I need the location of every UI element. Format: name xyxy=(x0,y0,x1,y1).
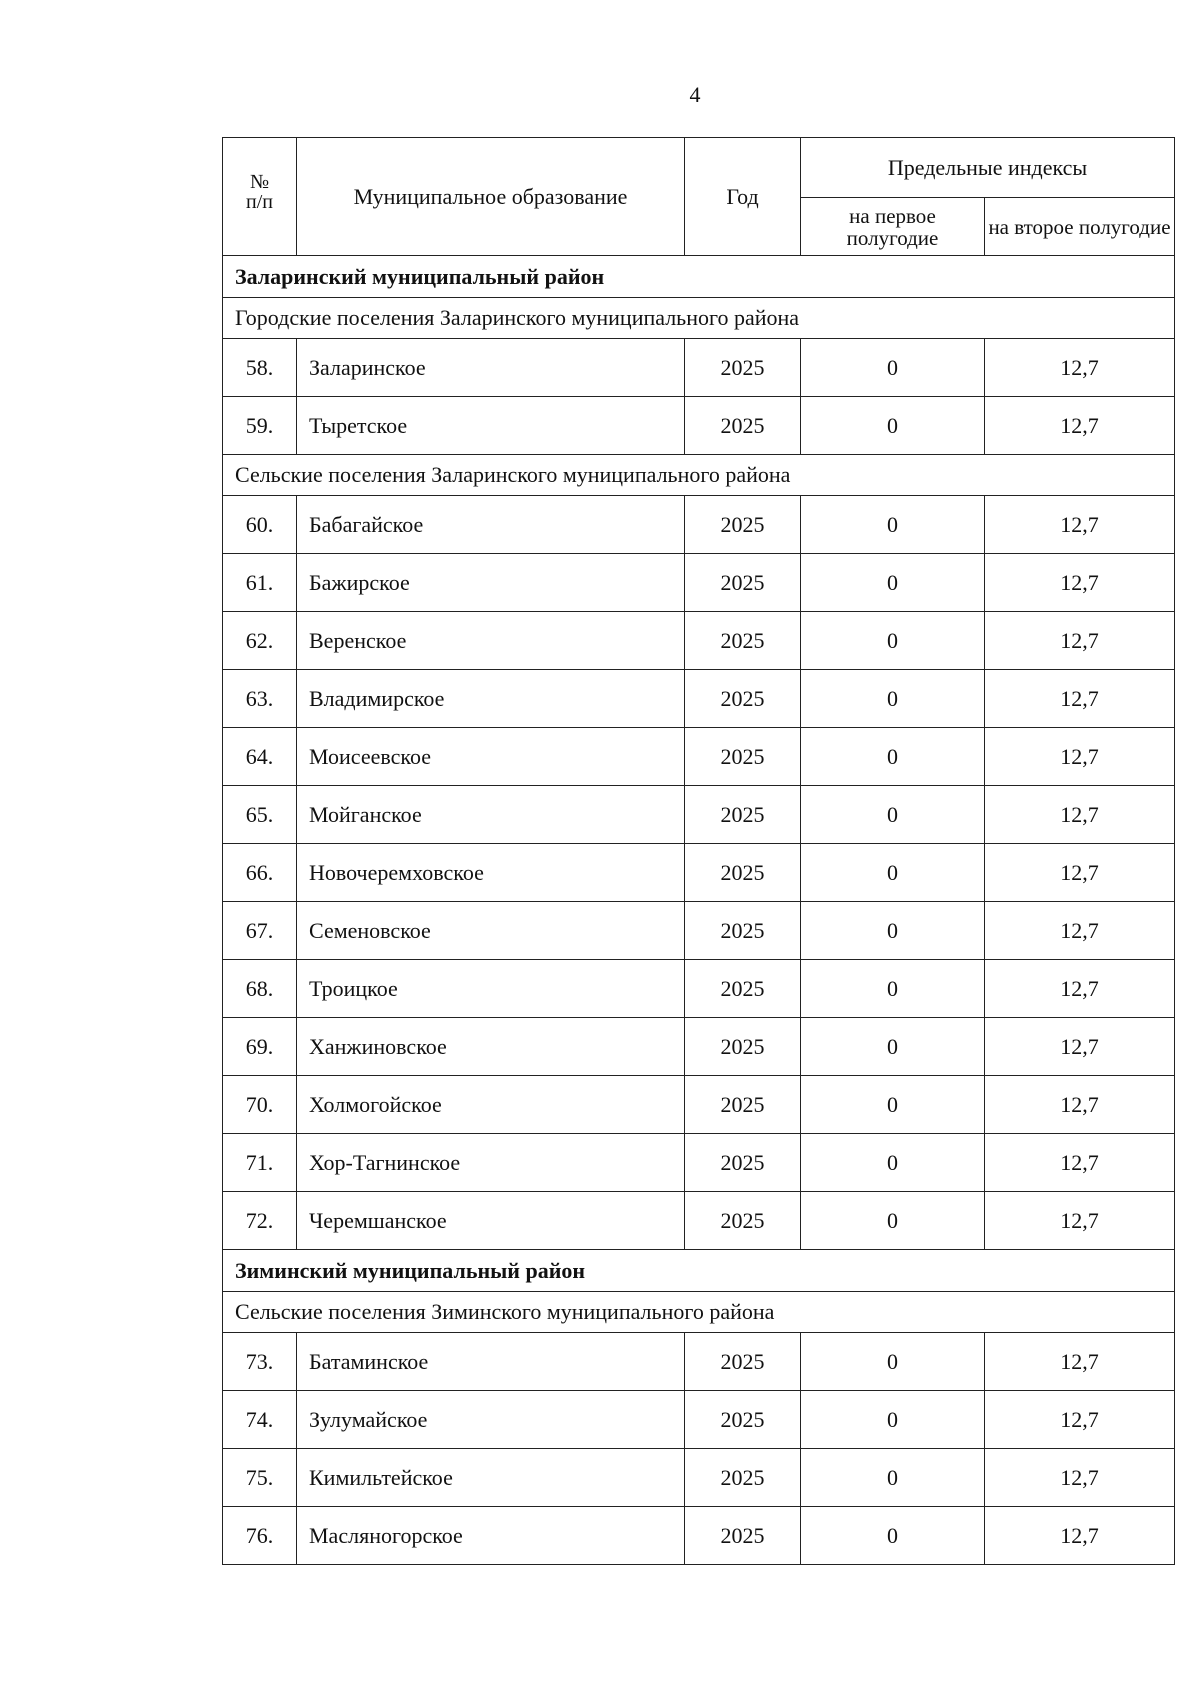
municipality-name: Масляногорское xyxy=(297,1507,685,1565)
first-half-index: 0 xyxy=(801,670,985,728)
second-half-index: 12,7 xyxy=(985,902,1175,960)
row-year: 2025 xyxy=(685,1192,801,1250)
first-half-index: 0 xyxy=(801,612,985,670)
table-row xyxy=(223,339,1175,397)
municipality-name: Кимильтейское xyxy=(297,1449,685,1507)
row-year: 2025 xyxy=(685,397,801,455)
second-half-index: 12,7 xyxy=(985,844,1175,902)
table-row xyxy=(223,1018,1175,1076)
second-half-index: 12,7 xyxy=(985,1449,1175,1507)
second-half-index: 12,7 xyxy=(985,496,1175,554)
second-half-index: 12,7 xyxy=(985,1507,1175,1565)
settlement-group-title: Городские поселения Заларинского муниципального района xyxy=(223,298,1175,339)
row-number: 71. xyxy=(223,1134,297,1192)
row-number: 69. xyxy=(223,1018,297,1076)
municipality-name: Бажирское xyxy=(297,554,685,612)
table-row xyxy=(223,670,1175,728)
row-number: 58. xyxy=(223,339,297,397)
row-year: 2025 xyxy=(685,902,801,960)
second-half-index: 12,7 xyxy=(985,1391,1175,1449)
row-number: 68. xyxy=(223,960,297,1018)
first-half-index: 0 xyxy=(801,728,985,786)
second-half-index: 12,7 xyxy=(985,1134,1175,1192)
table-row xyxy=(223,1507,1175,1565)
first-half-index: 0 xyxy=(801,844,985,902)
table-row xyxy=(223,844,1175,902)
municipality-name: Новочеремховское xyxy=(297,844,685,902)
header-number xyxy=(223,138,297,256)
row-year: 2025 xyxy=(685,1134,801,1192)
district-title: Заларинский муниципальный район xyxy=(223,256,1175,298)
first-half-index: 0 xyxy=(801,1333,985,1391)
row-year: 2025 xyxy=(685,728,801,786)
municipality-name: Троицкое xyxy=(297,960,685,1018)
row-year: 2025 xyxy=(685,1449,801,1507)
municipality-name: Черемшанское xyxy=(297,1192,685,1250)
table-row xyxy=(223,902,1175,960)
row-number: 60. xyxy=(223,496,297,554)
settlement-group-row xyxy=(223,298,1175,339)
municipality-name: Хор-Тагнинское xyxy=(297,1134,685,1192)
municipality-name: Холмогойское xyxy=(297,1076,685,1134)
first-half-index: 0 xyxy=(801,902,985,960)
row-year: 2025 xyxy=(685,960,801,1018)
header-number-abbr: п/п xyxy=(246,191,273,213)
table-body xyxy=(223,256,1175,1565)
table-row xyxy=(223,496,1175,554)
header-number-symbol: № xyxy=(249,171,270,193)
second-half-index: 12,7 xyxy=(985,397,1175,455)
second-half-index: 12,7 xyxy=(985,728,1175,786)
row-number: 62. xyxy=(223,612,297,670)
row-year: 2025 xyxy=(685,670,801,728)
first-half-index: 0 xyxy=(801,397,985,455)
first-half-index: 0 xyxy=(801,1507,985,1565)
header-year: Год xyxy=(685,138,801,256)
header-limit-indices: Предельные индексы xyxy=(801,138,1175,198)
first-half-index: 0 xyxy=(801,1076,985,1134)
table-row xyxy=(223,554,1175,612)
second-half-index: 12,7 xyxy=(985,1076,1175,1134)
municipality-name: Тыретское xyxy=(297,397,685,455)
row-year: 2025 xyxy=(685,1076,801,1134)
settlement-group-title: Сельские поселения Заларинского муниципального района xyxy=(223,455,1175,496)
first-half-index: 0 xyxy=(801,960,985,1018)
table-row xyxy=(223,1449,1175,1507)
table-row xyxy=(223,786,1175,844)
table-row xyxy=(223,1134,1175,1192)
table-row xyxy=(223,612,1175,670)
municipality-name: Зулумайское xyxy=(297,1391,685,1449)
municipality-name: Мойганское xyxy=(297,786,685,844)
second-half-index: 12,7 xyxy=(985,1018,1175,1076)
row-number: 73. xyxy=(223,1333,297,1391)
municipality-name: Заларинское xyxy=(297,339,685,397)
second-half-index: 12,7 xyxy=(985,670,1175,728)
limits-table xyxy=(222,137,1175,1565)
municipality-name: Семеновское xyxy=(297,902,685,960)
row-number: 74. xyxy=(223,1391,297,1449)
municipality-name: Бабагайское xyxy=(297,496,685,554)
row-year: 2025 xyxy=(685,496,801,554)
first-half-index: 0 xyxy=(801,339,985,397)
table-row xyxy=(223,1192,1175,1250)
row-year: 2025 xyxy=(685,339,801,397)
second-half-index: 12,7 xyxy=(985,1192,1175,1250)
row-year: 2025 xyxy=(685,1391,801,1449)
first-half-index: 0 xyxy=(801,1449,985,1507)
row-number: 75. xyxy=(223,1449,297,1507)
table-header xyxy=(223,138,1175,256)
row-number: 63. xyxy=(223,670,297,728)
row-year: 2025 xyxy=(685,612,801,670)
row-number: 59. xyxy=(223,397,297,455)
row-number: 66. xyxy=(223,844,297,902)
table-row xyxy=(223,1391,1175,1449)
row-number: 65. xyxy=(223,786,297,844)
second-half-index: 12,7 xyxy=(985,1333,1175,1391)
header-second-half: на второе полугодие xyxy=(985,198,1175,256)
table-row xyxy=(223,1333,1175,1391)
header-municipality: Муниципальное образование xyxy=(297,138,685,256)
row-number: 70. xyxy=(223,1076,297,1134)
settlement-group-row xyxy=(223,1292,1175,1333)
row-year: 2025 xyxy=(685,1018,801,1076)
row-number: 72. xyxy=(223,1192,297,1250)
table-row xyxy=(223,1076,1175,1134)
second-half-index: 12,7 xyxy=(985,612,1175,670)
row-number: 67. xyxy=(223,902,297,960)
row-year: 2025 xyxy=(685,554,801,612)
municipality-name: Ханжиновское xyxy=(297,1018,685,1076)
row-year: 2025 xyxy=(685,1507,801,1565)
first-half-index: 0 xyxy=(801,786,985,844)
district-title: Зиминский муниципальный район xyxy=(223,1250,1175,1292)
first-half-index: 0 xyxy=(801,1018,985,1076)
first-half-index: 0 xyxy=(801,1134,985,1192)
second-half-index: 12,7 xyxy=(985,960,1175,1018)
row-number: 64. xyxy=(223,728,297,786)
row-number: 61. xyxy=(223,554,297,612)
municipality-name: Владимирское xyxy=(297,670,685,728)
page-number: 4 xyxy=(689,82,701,107)
municipality-name: Моисеевское xyxy=(297,728,685,786)
second-half-index: 12,7 xyxy=(985,339,1175,397)
district-row xyxy=(223,256,1175,298)
header-first-half: на первое полугодие xyxy=(801,198,985,256)
table-row xyxy=(223,728,1175,786)
second-half-index: 12,7 xyxy=(985,786,1175,844)
first-half-index: 0 xyxy=(801,554,985,612)
row-year: 2025 xyxy=(685,786,801,844)
row-year: 2025 xyxy=(685,844,801,902)
first-half-index: 0 xyxy=(801,496,985,554)
table-row xyxy=(223,960,1175,1018)
table-row xyxy=(223,397,1175,455)
settlement-group-row xyxy=(223,455,1175,496)
row-number: 76. xyxy=(223,1507,297,1565)
first-half-index: 0 xyxy=(801,1192,985,1250)
municipality-name: Батаминское xyxy=(297,1333,685,1391)
municipality-name: Веренское xyxy=(297,612,685,670)
row-year: 2025 xyxy=(685,1333,801,1391)
first-half-index: 0 xyxy=(801,1391,985,1449)
second-half-index: 12,7 xyxy=(985,554,1175,612)
settlement-group-title: Сельские поселения Зиминского муниципального района xyxy=(223,1292,1175,1333)
district-row xyxy=(223,1250,1175,1292)
